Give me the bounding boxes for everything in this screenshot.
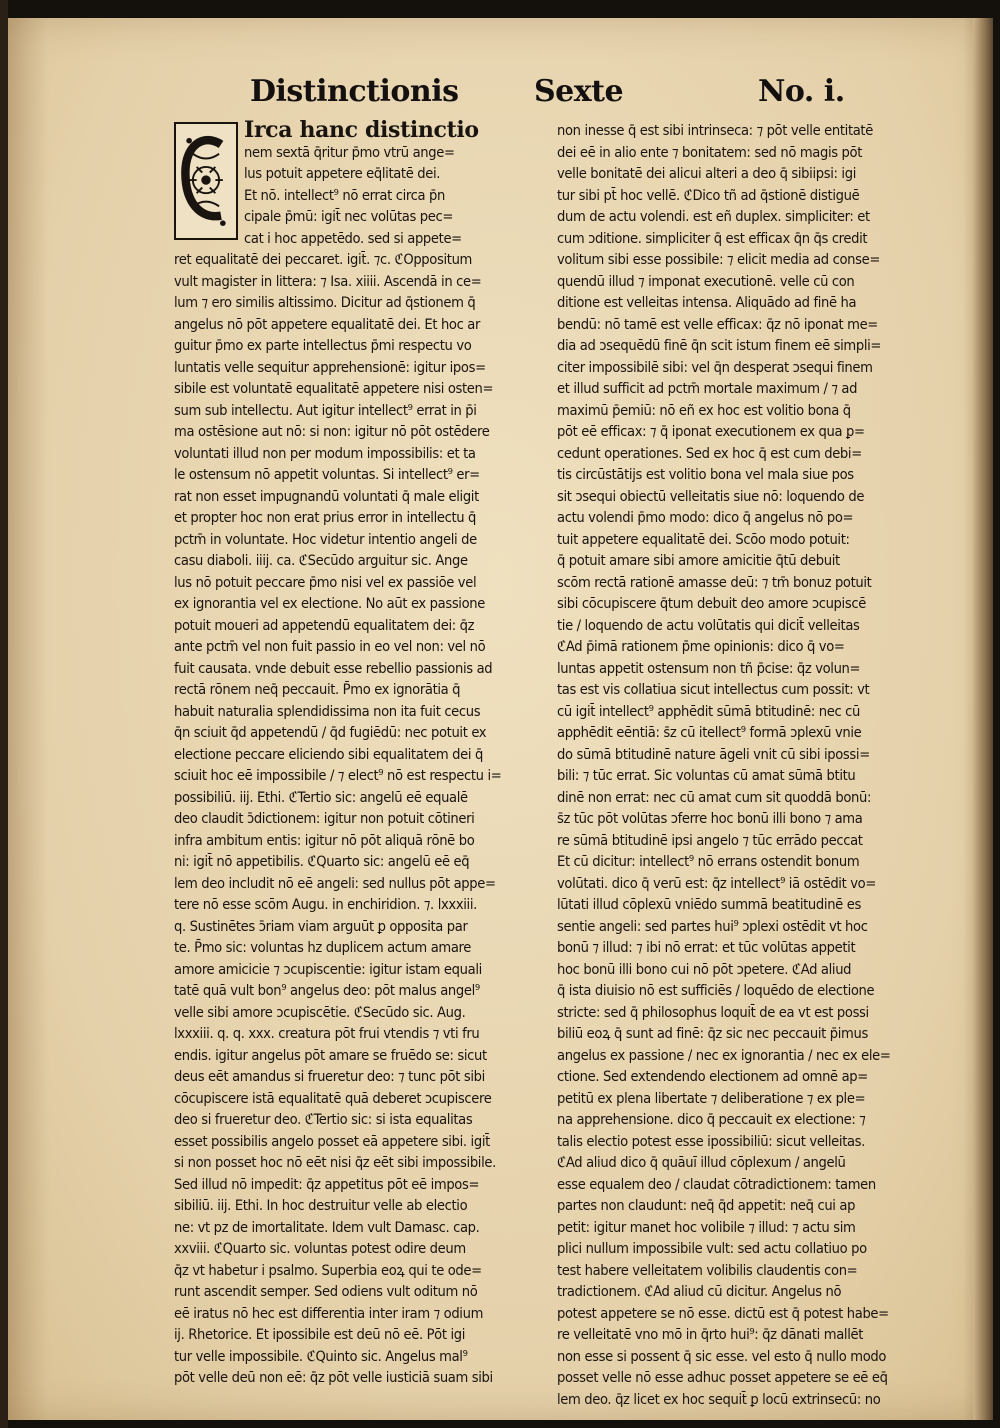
left-column-line: sum sub intellectu. Aut igitur intellect⁹ errat in p̄i [174,401,477,419]
left-column-line: esset possibilis angelo posset eā appetere sibi. igit̄ [174,1132,490,1150]
left-column-line: Irca hanc distinctio [244,120,479,142]
left-column-line: lus potuit appetere eq̄litatē dei. [244,165,441,182]
right-column-line: sentie angeli: sed partes hui⁹ ɔplexi ostēdit vt hoc [557,917,868,935]
right-column-line: maximū p̄emiū: nō eñ ex hoc est volitio bona q̄ [557,401,851,419]
left-column-line: tur velle impossibile. ℭQuinto sic. Angelus mal⁹ [174,1347,468,1365]
left-text-column [174,120,536,1389]
page-edge-shadow [0,0,8,1428]
right-column-line: pōt eē efficax: ⁊ q̄ iponat executionem ex qua ꝑ= [557,423,865,440]
left-column-line: angelus nō pōt appetere equalitatē dei. Et hoc ar [174,315,481,333]
left-column-line: rectā rōnem neq̄ peccauit. P̄mo ex ignorātia q̄ [174,681,461,698]
left-column-line: deo si frueretur deo. ℭTertio sic: si ista equalitas [174,1111,473,1128]
left-column-line: guitur p̄mo ex parte intellectus p̄mi respectu vo [174,337,472,354]
right-column-line: ctione. Sed extendendo electionem ad omnē ap= [557,1068,868,1085]
left-column-line: amore amicicie ⁊ ɔcupiscentie: igitur istam equali [174,960,482,978]
right-column-line: tuit appetere equalitatē dei. Scōo modo potuit: [557,530,850,548]
left-column-line: nem sextā q̄ritur p̄mo vtrū ange= [244,143,455,161]
left-column-line: et propter hoc non erat prius error in intellectu q̄ [174,509,477,526]
right-column-line: q̄ potuit amare sibi amore amicitie q̄tū debuit [557,552,840,569]
header-center-title: Sexte [534,74,624,109]
right-column-line: et illud sufficit ad pctm̄ mortale maximum / ⁊ ad [557,380,858,397]
left-column-line: tere nō esse scōm Augu. in enchiridion. ⁊. lxxxiii. [174,896,477,913]
right-column-line: non esse si possent q̄ sic esse. vel esto q̄ nullo modo [557,1347,887,1365]
right-column-line: bonū ⁊ illud: ⁊ ibi nō errat: et tūc volūtas appetit [557,939,856,956]
left-column-line: ij. Rhetorice. Et ipossibile est deū nō eē. Pōt igi [174,1326,466,1343]
left-column-line: si non posset hoc nō eēt nisi q̄z eēt sibi impossibile. [174,1154,496,1171]
right-column-line: tradictionem. ℭAd aliud cū dicitur. Angelus nō [557,1283,842,1300]
right-column-line: biliū eoꝝ q̄ sunt ad finē: q̄z sic nec peccauit p̄imus [557,1025,868,1042]
right-column-line: esse equalem deo / claudat cōtradictionem: tamen [557,1175,876,1193]
left-column-line: ma ostēsione aut nō: si non: igitur nō pōt ostēdere [174,423,490,440]
left-column-line: pōt velle deū non eē: q̄z pōt velle iusticiā suam sibi [174,1369,493,1386]
left-column-line: tatē quā vult bon⁹ angelus deo: pōt malus angel⁹ [174,982,480,999]
right-column-line: velle bonitatē dei alicui alteri a deo q̄ sibiipsi: igi [557,165,856,182]
left-column-line: lxxxiii. q. q. xxx. creatura pōt frui vtendis ⁊ vti fru [174,1025,480,1042]
left-column-line: velle sibi amore ɔcupiscētie. ℭSecūdo sic. Aug. [174,1003,466,1021]
right-column-line: apphēdit eēntiā: s̄z cū itellect⁹ formā ɔplexū vnie [557,724,862,741]
left-column-line: cat i hoc appetēdo. sed si appete= [244,229,462,247]
left-column-line: te. P̄mo sic: voluntas hz duplicem actum amare [174,939,471,956]
right-column-line: posset velle nō esse adhuc posset appetere se eē eq̄ [557,1369,888,1386]
right-column-line: citer impossibilē sibi: vel q̄n desperat ɔsequi finem [557,358,873,376]
right-column-line: partes non claudunt: neq̄ q̄d appetit: neq̄ cui ap [557,1197,856,1214]
right-column-line: quendū illud ⁊ imponat executionē. velle cū con [557,272,855,290]
left-column-line: cōcupiscere istā equalitatē quā deberet ɔcupiscere [174,1089,492,1107]
right-column-line: non inesse q̄ est sibi intrinseca: ⁊ pōt velle entitatē [557,122,873,139]
left-column-line: le ostensum nō appetit voluntas. Si intellect⁹ er= [174,466,480,483]
left-column-line: habuit naturalia splendidissima non ita fuit cecus [174,702,481,720]
left-column-line: q̄z vt habetur i psalmo. Superbia eoꝝ qui te ode= [174,1261,482,1279]
right-column-line: dinē non errat: nec cū amat cum sit quoddā bonū: [557,788,872,806]
left-column-line: endis. igitur angelus pōt amare se fruēdo se: sicut [174,1046,487,1064]
left-column-line: Et nō. intellect⁹ nō errat circa p̄n [244,186,445,204]
left-column-line: rat non esset impugnandū voluntati q̄ male eligit [174,487,479,505]
right-column-line: na apprehensione. dico q̄ peccauit ex electione: ⁊ [557,1111,866,1128]
right-column-line: tas est vis collatiua sicut intellectus cum possit: vt [557,681,870,698]
left-column-line: ni: igit̄ nō appetibilis. ℭQuarto sic: angelū eē eq̄ [174,853,470,870]
right-column-line: hoc bonū illi bono cui nō pōt ɔpetere. ℭAd aliud [557,960,852,978]
header-folio-number: No. i. [758,74,845,109]
left-column-line: sibiliū. iij. Ethi. In hoc destruitur velle ab electio [174,1197,468,1214]
right-column-line: ℭAd p̄imā rationem p̄me opinionis: dico q̄ vo= [557,638,845,655]
right-column-line: petitū ex plena libertate ⁊ deliberatione ⁊ ex ple= [557,1089,866,1107]
right-column-line: stricte: sed q̄ philosophus loquit̄ de ea vt est possi [557,1003,869,1021]
left-column-line: lum ⁊ ero similis altissimo. Dicitur ad q̄stionem q̄ [174,294,476,311]
right-column-line: Et cū dicitur: intellect⁹ nō errans ostendit bonum [557,853,860,870]
left-column-line: pctm̄ in voluntate. Hoc videtur intentio angeli de [174,530,477,548]
right-column-line: q̄ ista diuisio nō est sufficiēs / loquēdo de electione [557,982,875,999]
right-column-line: actu volendi p̄mo modo: dico q̄ angelus nō po= [557,509,854,526]
right-column-line: test habere velleitatem volibilis claudentis con= [557,1261,858,1279]
header-left-title: Distinctionis [250,74,459,109]
right-column-line: petit: igitur manet hoc volibile ⁊ illud: ⁊ actu sim [557,1218,856,1236]
right-column-line: bili: ⁊ tūc errat. Sic voluntas cū amat sūmā btitu [557,767,856,784]
right-column-line: dei eē in alio ente ⁊ bonitatem: sed nō magis pōt [557,143,863,161]
right-column-line: cum ɔditione. simpliciter q̄ est efficax q̄n q̄s credit [557,229,868,247]
right-column-line: cū igit̄ intellect⁹ apphēdit sūmā btitudinē: nec cū [557,702,861,720]
left-column-line: q̄n sciuit q̄d appetendū / q̄d fugiēdū: nec potuit ex [174,724,487,741]
book-gutter [973,18,993,1420]
right-column-line: tis circūstātijs est volitio bona vel mala siue pos [557,466,854,483]
right-column-line: re sūmā btitudinē ipsi angelo ⁊ tūc errādo peccat [557,831,863,849]
left-column-line: ret equalitatē dei peccaret. igit̄. ⁊c. ℭOppositum [174,251,472,268]
left-column-line: vult magister in littera: ⁊ Isa. xiiii. Ascendā in ce= [174,272,482,290]
left-column-line: sciuit hoc eē impossibile / ⁊ elect⁹ nō est respectu i= [174,767,502,784]
left-column-line: sibile est voluntatē equalitatē appetere nisi osten= [174,380,494,397]
right-column-line: ditione est velleitas intensa. Aliquādo ad finē ha [557,294,857,311]
left-column-line: eē iratus nō hec est differentia inter iram ⁊ odium [174,1304,484,1322]
right-column-line: bendū: nō tamē est velle efficax: q̄z nō iponat me= [557,315,878,333]
left-column-line: lem deo includit nō eē angeli: sed nullus pōt appe= [174,874,496,892]
right-column-line: s̄z tūc pōt volūtas ɔferre hoc bonū illi bono ⁊ ama [557,810,863,827]
right-column-line: talis electio potest esse ipossibiliū: sicut velleitas. [557,1132,865,1150]
right-text-column [557,120,912,1410]
left-column-line: electione peccare eliciendo sibi equalitatem dei q̄ [174,745,484,763]
right-column-line: cedunt operationes. Sed ex hoc q̄ est cum debi= [557,444,862,462]
left-column-line: cipale p̄mū: igit̄ nec volūtas pec= [244,208,453,225]
left-column-line: q. Sustinētes ɔ̄riam viam arguūt ꝑ opposita par [174,917,468,935]
left-column-line: xxviii. ℭQuarto sic. voluntas potest odire deum [174,1240,466,1257]
left-column-line: infra ambitum entis: igitur nō pōt aliquā rōnē bo [174,831,475,849]
right-column-line: dum de actu volendi. est eñ duplex. simpliciter: et [557,208,870,225]
right-column-line: scōm rectā rationē amasse deū: ⁊ tm̄ bonuz potuit [557,573,872,591]
left-column-line: voluntati illud non per modum impossibilis: et ta [174,444,476,462]
left-column-line: Sed illud nō impedit: q̄z appetitus pōt eē impos= [174,1175,480,1193]
left-column-line: casu diaboli. iiij. ca. ℭSecūdo arguitur sic. Ange [174,552,468,569]
right-column-line: volitum sibi esse possibile: ⁊ elicit media ad conse= [557,251,881,268]
running-header [250,74,850,114]
right-column-line: re velleitatē vno mō in q̄rto hui⁹: q̄z dānati mallēt [557,1326,864,1343]
right-column-line: lūtati illud cōplexū vniēdo summā beatitudinē es [557,896,861,913]
right-column-line: dia ad ɔsequēdū finē q̄n scit istum finem eē simpli= [557,337,882,354]
left-column-line: deo claudit ɔ̄dictionem: igitur non potuit cōtineri [174,810,475,827]
left-column-line: luntatis velle sequitur apprehensionē: igitur ipos= [174,358,486,376]
right-column-line: tur sibi pt̄ hoc vellē. ℭDico tñ ad q̄stionē distiguē [557,186,860,204]
right-column-line: ℭAd aliud dico q̄ quāuī illud cōplexum / angelū [557,1154,846,1171]
right-column-line: lem deo. q̄z licet ex hoc sequit̄ ꝑ locū extrinsecū: no [557,1390,881,1408]
right-column-line: luntas appetit ostensum non tñ p̄cise: q̄z volun= [557,659,861,677]
left-column-line: possibiliū. iij. Ethi. ℭTertio sic: angelū eē equalē [174,788,468,806]
left-column-line: potuit moueri ad appetendū equalitatem dei: q̄z [174,616,475,634]
right-column-line: tie / loquendo de actu volūtatis qui dicit̄ velleitas [557,616,860,634]
left-column-line: runt ascendit semper. Sed odiens vult oditum nō [174,1283,478,1300]
right-column-line: do sūmā btitudinē nature āgeli vnit cū sibi ipossi= [557,745,870,763]
left-column-line: ne: vt pz de imortalitate. Idem vult Damasc. cap. [174,1218,480,1236]
left-column-line: ex ignorantia vel ex electione. No aūt ex passione [174,595,485,612]
right-column-line: angelus ex passione / nec ex ignorantia / nec ex ele= [557,1046,891,1064]
left-column-line: ante pctm̄ vel non fuit passio in eo vel non: vel nō [174,638,486,655]
left-column-line: fuit causata. vnde debuit esse rebellio passionis ad [174,659,493,677]
left-column-line: lus nō potuit peccare p̄mo nisi vel ex passiōe vel [174,573,477,591]
right-column-line: plici nullum impossibile vult: sed actu collatiuo po [557,1240,867,1257]
right-column-line: volūtati. dico q̄ verū est: q̄z intellect⁹ iā ostēdit vo= [557,874,876,892]
right-column-line: potest appetere se nō esse. dictū est q̄ potest habe= [557,1304,889,1322]
right-column-line: sit ɔsequi obiectū velleitatis siue nō: loquendo de [557,487,865,505]
right-column-line: sibi cōcupiscere q̄tum debuit deo amore ɔcupiscē [557,595,866,612]
left-column-line: deus eēt amandus si frueretur deo: ⁊ tunc pōt sibi [174,1068,485,1085]
